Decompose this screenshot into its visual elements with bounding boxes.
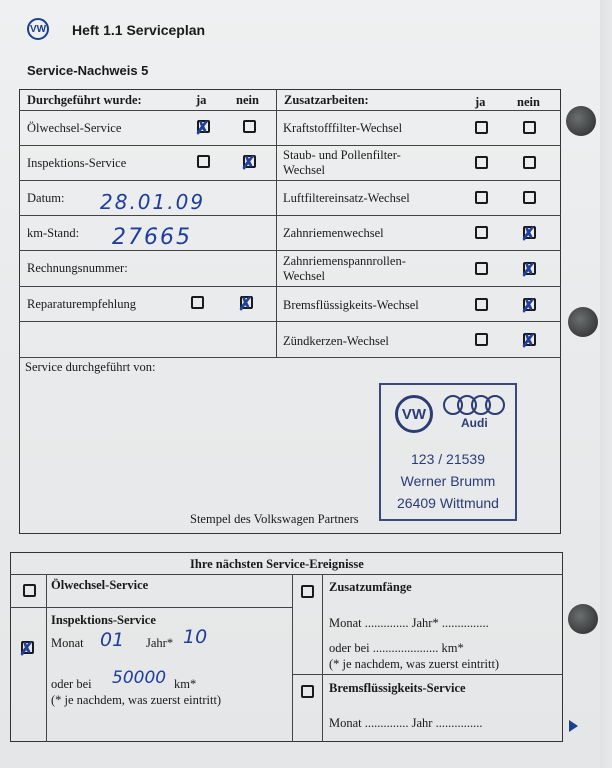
air-filter-nein-checkbox[interactable] [523, 191, 536, 204]
fuel-filter-nein-checkbox[interactable] [523, 121, 536, 134]
next-inspection-month-label: Monat [51, 636, 84, 650]
next-extras-checkbox[interactable] [301, 585, 314, 598]
left-col-nein: nein [236, 93, 259, 107]
next-brake-month-line: Monat .............. Jahr ............... [329, 716, 483, 730]
right-col-ja: ja [475, 95, 486, 109]
row-label-inspection: Inspektions-Service [27, 156, 127, 170]
stamp-line-2: Werner Brumm [400, 473, 496, 489]
right-col-nein: nein [517, 95, 540, 109]
km-value: 27665 [112, 225, 192, 250]
pollen-ja-checkbox[interactable] [475, 156, 488, 169]
left-col-title: Durchgeführt wurde: [27, 93, 142, 107]
oil-nein-checkbox[interactable] [243, 120, 256, 133]
right-col-title: Zusatzarbeiten: [284, 93, 369, 107]
check-mark-icon: ✗ [238, 294, 254, 314]
spark-plugs-nein-checkbox[interactable] [521, 331, 537, 351]
fuel-filter-ja-checkbox[interactable] [475, 121, 488, 134]
next-inspection-km-prefix: oder bei [51, 677, 92, 691]
tensioner-nein-checkbox[interactable] [521, 260, 537, 280]
row-label-spark-plugs: Zündkerzen-Wechsel [283, 334, 389, 348]
stamp-line-1: 123 / 21539 [411, 451, 485, 467]
row-label-repair: Reparaturempfehlung [27, 297, 136, 311]
row-label-pollen-1: Staub- und Pollenfilter- [283, 148, 401, 162]
next-inspection-label: Inspektions-Service [51, 613, 156, 627]
timing-belt-ja-checkbox[interactable] [475, 226, 488, 239]
left-col-ja: ja [196, 93, 207, 107]
stamp-line-3: 26409 Wittmund [397, 495, 499, 511]
next-oil-label: Ölwechsel-Service [51, 578, 149, 592]
next-oil-checkbox[interactable] [23, 584, 36, 597]
vw-logo: VW [27, 18, 49, 40]
next-events-title: Ihre nächsten Service-Ereignisse [190, 557, 364, 571]
row-label-air-filter: Luftfiltereinsatz-Wechsel [283, 191, 410, 205]
next-inspection-km-unit: km* [174, 677, 197, 691]
row-label-km: km-Stand: [27, 226, 80, 240]
row-label-date: Datum: [27, 191, 65, 205]
next-extras-label: Zusatzumfänge [329, 580, 412, 594]
next-inspection-year: 10 [183, 626, 208, 648]
next-inspection-year-label: Jahr* [146, 636, 174, 650]
dealer-stamp [379, 383, 517, 521]
row-label-timing-belt: Zahnriemenwechsel [283, 226, 384, 240]
row-label-fuel-filter: Kraftstofffilter-Wechsel [283, 121, 403, 135]
vw-stamp-logo: VW [395, 395, 433, 433]
brake-fluid-nein-checkbox[interactable] [521, 296, 537, 316]
air-filter-ja-checkbox[interactable] [475, 191, 488, 204]
next-extras-month-line: Monat .............. Jahr* ............... [329, 616, 489, 630]
check-mark-icon: ✗ [521, 296, 537, 316]
row-label-tensioner-1: Zahnriemenspannrollen- [283, 254, 406, 268]
inspection-nein-checkbox[interactable] [241, 153, 257, 173]
timing-belt-nein-checkbox[interactable] [521, 224, 537, 244]
row-label-brake-fluid: Bremsflüssigkeits-Wechsel [283, 298, 419, 312]
binder-hole [568, 307, 598, 337]
check-mark-icon: ✗ [19, 639, 35, 659]
row-label-pollen-2: Wechsel [283, 163, 326, 177]
row-label-oil: Ölwechsel-Service [27, 121, 122, 135]
spark-plugs-ja-checkbox[interactable] [475, 333, 488, 346]
next-extras-km-line: oder bei ..................... km* [329, 641, 464, 655]
next-inspection-month: 01 [100, 629, 125, 651]
binder-hole [568, 604, 598, 634]
repair-nein-checkbox[interactable] [238, 294, 254, 314]
next-inspection-note: (* je nachdem, was zuerst eintritt) [51, 693, 222, 707]
next-brake-checkbox[interactable] [301, 685, 314, 698]
check-mark-icon: ✗ [521, 331, 537, 351]
binder-hole [566, 106, 596, 136]
oil-ja-checkbox[interactable] [195, 118, 211, 138]
service-by-label: Service durchgeführt von: [25, 360, 156, 374]
next-page-arrow-icon [569, 720, 578, 732]
page-title: Heft 1.1 Serviceplan [72, 22, 206, 38]
next-inspection-km: 50000 [112, 668, 167, 688]
next-brake-label: Bremsflüssigkeits-Service [329, 681, 466, 695]
repair-ja-checkbox[interactable] [191, 296, 204, 309]
check-mark-icon: ✗ [195, 118, 211, 138]
tensioner-ja-checkbox[interactable] [475, 262, 488, 275]
brake-fluid-ja-checkbox[interactable] [475, 298, 488, 311]
next-inspection-checkbox[interactable] [19, 639, 35, 659]
check-mark-icon: ✗ [241, 153, 257, 173]
stamp-caption: Stempel des Volkswagen Partners [190, 512, 359, 526]
stamp-brand: Audi [461, 416, 488, 430]
check-mark-icon: ✗ [521, 224, 537, 244]
row-label-invoice: Rechnungsnummer: [27, 261, 128, 275]
date-value: 28.01.09 [100, 190, 206, 214]
section-title: Service-Nachweis 5 [27, 63, 149, 78]
inspection-ja-checkbox[interactable] [197, 155, 210, 168]
audi-rings-icon [443, 395, 507, 415]
next-extras-note: (* je nachdem, was zuerst eintritt) [329, 657, 500, 671]
check-mark-icon: ✗ [521, 260, 537, 280]
pollen-nein-checkbox[interactable] [523, 156, 536, 169]
row-label-tensioner-2: Wechsel [283, 269, 326, 283]
